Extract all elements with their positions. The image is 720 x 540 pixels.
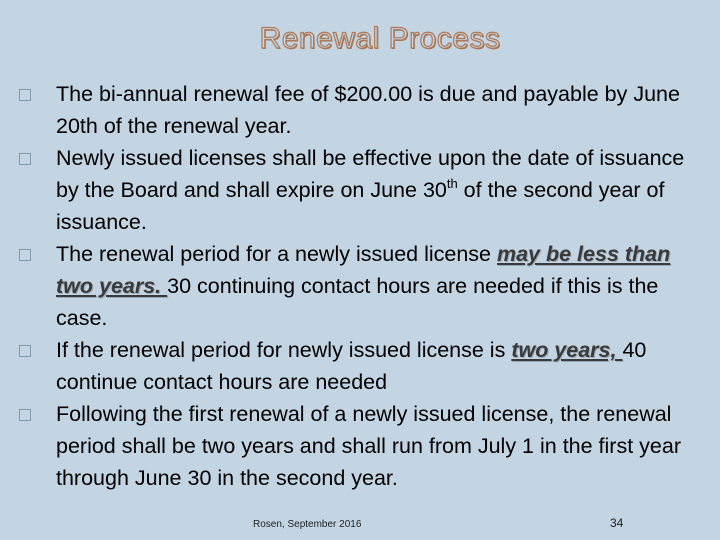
hollow-square-icon xyxy=(19,89,31,101)
bullet-text-continued: 30 continuing contact hours are needed if this is the case. xyxy=(56,274,659,330)
ordinal-suffix: th xyxy=(446,176,458,191)
bullet-item-effective-date xyxy=(56,142,696,238)
bullet-text: The renewal period for a newly issued license xyxy=(56,242,497,266)
bullet-text: Following the first renewal of a newly issued license, the renewal period shall be two years and shall run from July 1 in the first year through June 30 in the second year. xyxy=(56,402,681,490)
hollow-square-icon xyxy=(19,409,31,421)
bullet-item-first-renewal xyxy=(56,398,696,494)
emphasized-text: two years, xyxy=(511,338,623,362)
bullet-text-continued: of the second year of issuance. xyxy=(56,178,665,234)
bullet-list xyxy=(56,78,696,494)
hollow-square-icon xyxy=(19,153,31,165)
bullet-item-fee xyxy=(56,78,696,142)
bullet-text-continued: 40 continue contact hours are needed xyxy=(56,338,647,394)
hollow-square-icon xyxy=(19,249,31,261)
bullet-item-two-years xyxy=(56,334,696,398)
bullet-item-short-period xyxy=(56,238,696,334)
emphasized-text: may be less than two years. xyxy=(56,242,671,298)
slide-title: Renewal Process xyxy=(259,22,501,55)
slide-footer: Rosen, September 2016 xyxy=(253,519,362,530)
bullet-text: The bi-annual renewal fee of $200.00 is due and payable by June 20th of the renewal year. xyxy=(56,82,680,138)
bullet-text: Newly issued licenses shall be effective upon the date of issuance by the Board and shall expire on June 30 xyxy=(56,146,685,202)
page-number: 34 xyxy=(610,516,624,530)
hollow-square-icon xyxy=(19,345,31,357)
bullet-text: If the renewal period for newly issued license is xyxy=(56,338,512,362)
